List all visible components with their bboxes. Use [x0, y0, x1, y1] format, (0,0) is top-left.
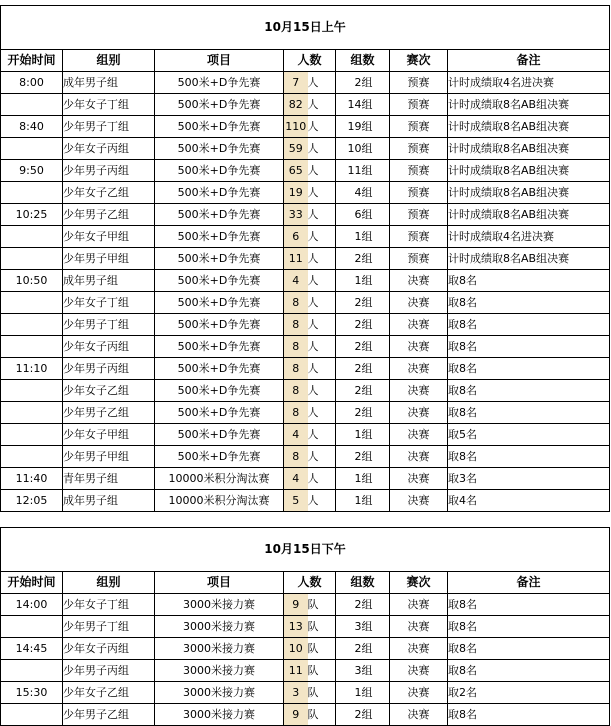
groups-unit-cell: 组 — [362, 638, 390, 660]
note-cell: 取8名 — [448, 402, 610, 424]
round-cell: 决赛 — [390, 616, 448, 638]
groups-unit-cell: 组 — [362, 270, 390, 292]
count-unit-cell: 队 — [308, 660, 336, 682]
table-row — [1, 660, 610, 682]
count-cell: 19 — [284, 182, 308, 204]
group-cell: 少年女子丙组 — [63, 336, 155, 358]
header-note: 备注 — [448, 572, 610, 594]
count-unit-cell: 人 — [308, 116, 336, 138]
groups-count-cell: 2 — [336, 446, 362, 468]
groups-unit-cell: 组 — [362, 314, 390, 336]
header-count: 人数 — [284, 572, 336, 594]
table-row — [1, 358, 610, 380]
start-time-cell: 15:30 — [1, 682, 63, 704]
groups-unit-cell: 组 — [362, 660, 390, 682]
table-row — [1, 116, 610, 138]
start-time-cell: 14:00 — [1, 594, 63, 616]
group-cell: 少年女子乙组 — [63, 380, 155, 402]
count-unit-cell: 人 — [308, 292, 336, 314]
groups-count-cell: 2 — [336, 638, 362, 660]
table-row — [1, 446, 610, 468]
afternoon-schedule-table — [0, 527, 610, 726]
count-unit-cell: 人 — [308, 182, 336, 204]
groups-unit-cell: 组 — [362, 424, 390, 446]
start-time-cell — [1, 292, 63, 314]
event-cell: 500米+D争先赛 — [155, 424, 284, 446]
event-cell: 500米+D争先赛 — [155, 138, 284, 160]
groups-count-cell: 11 — [336, 160, 362, 182]
event-cell: 500米+D争先赛 — [155, 160, 284, 182]
header-start-time: 开始时间 — [1, 50, 63, 72]
start-time-cell: 11:10 — [1, 358, 63, 380]
groups-unit-cell: 组 — [362, 292, 390, 314]
note-cell: 计时成绩取8名AB组决赛 — [448, 248, 610, 270]
table-row — [1, 248, 610, 270]
groups-unit-cell: 组 — [362, 594, 390, 616]
group-cell: 少年男子丙组 — [63, 160, 155, 182]
group-cell: 少年男子甲组 — [63, 248, 155, 270]
count-unit-cell: 队 — [308, 704, 336, 726]
event-cell: 500米+D争先赛 — [155, 248, 284, 270]
groups-count-cell: 2 — [336, 248, 362, 270]
note-cell: 计时成绩取8名AB组决赛 — [448, 138, 610, 160]
count-cell: 82 — [284, 94, 308, 116]
table-row — [1, 226, 610, 248]
table-row — [1, 270, 610, 292]
event-cell: 500米+D争先赛 — [155, 226, 284, 248]
event-cell: 500米+D争先赛 — [155, 380, 284, 402]
event-cell: 10000米积分淘汰赛 — [155, 490, 284, 512]
groups-count-cell: 1 — [336, 490, 362, 512]
group-cell: 少年女子乙组 — [63, 682, 155, 704]
note-cell: 计时成绩取8名AB组决赛 — [448, 160, 610, 182]
groups-unit-cell: 组 — [362, 704, 390, 726]
groups-count-cell: 3 — [336, 616, 362, 638]
count-unit-cell: 人 — [308, 226, 336, 248]
round-cell: 决赛 — [390, 336, 448, 358]
groups-count-cell: 2 — [336, 402, 362, 424]
count-cell: 8 — [284, 314, 308, 336]
groups-unit-cell: 组 — [362, 358, 390, 380]
afternoon-title: 10月15日下午 — [1, 528, 610, 572]
group-cell: 成年男子组 — [63, 270, 155, 292]
note-cell: 取8名 — [448, 336, 610, 358]
group-cell: 少年女子丙组 — [63, 638, 155, 660]
group-cell: 少年男子丁组 — [63, 314, 155, 336]
header-count: 人数 — [284, 50, 336, 72]
table-row — [1, 594, 610, 616]
note-cell: 计时成绩取8名AB组决赛 — [448, 204, 610, 226]
start-time-cell: 14:45 — [1, 638, 63, 660]
groups-unit-cell: 组 — [362, 182, 390, 204]
morning-title: 10月15日上午 — [1, 6, 610, 50]
round-cell: 决赛 — [390, 424, 448, 446]
event-cell: 500米+D争先赛 — [155, 446, 284, 468]
header-group: 组别 — [63, 50, 155, 72]
groups-count-cell: 4 — [336, 182, 362, 204]
groups-count-cell: 14 — [336, 94, 362, 116]
header-event: 项目 — [155, 572, 284, 594]
count-cell: 4 — [284, 468, 308, 490]
event-cell: 500米+D争先赛 — [155, 292, 284, 314]
start-time-cell — [1, 616, 63, 638]
event-cell: 500米+D争先赛 — [155, 182, 284, 204]
start-time-cell — [1, 94, 63, 116]
groups-unit-cell: 组 — [362, 616, 390, 638]
groups-unit-cell: 组 — [362, 380, 390, 402]
round-cell: 决赛 — [390, 490, 448, 512]
count-cell: 65 — [284, 160, 308, 182]
table-row — [1, 160, 610, 182]
round-cell: 预赛 — [390, 204, 448, 226]
table-row — [1, 380, 610, 402]
count-cell: 59 — [284, 138, 308, 160]
round-cell: 决赛 — [390, 292, 448, 314]
start-time-cell: 10:25 — [1, 204, 63, 226]
count-unit-cell: 队 — [308, 594, 336, 616]
note-cell: 取3名 — [448, 468, 610, 490]
count-cell: 8 — [284, 402, 308, 424]
note-cell: 取8名 — [448, 594, 610, 616]
count-unit-cell: 人 — [308, 138, 336, 160]
start-time-cell — [1, 424, 63, 446]
group-cell: 少年女子丁组 — [63, 94, 155, 116]
groups-count-cell: 1 — [336, 226, 362, 248]
group-cell: 少年男子乙组 — [63, 204, 155, 226]
event-cell: 3000米接力赛 — [155, 704, 284, 726]
event-cell: 3000米接力赛 — [155, 660, 284, 682]
event-cell: 500米+D争先赛 — [155, 204, 284, 226]
count-unit-cell: 队 — [308, 682, 336, 704]
morning-schedule-table — [0, 5, 610, 512]
groups-count-cell: 2 — [336, 72, 362, 94]
count-unit-cell: 人 — [308, 270, 336, 292]
start-time-cell — [1, 248, 63, 270]
group-cell: 少年男子丁组 — [63, 616, 155, 638]
note-cell: 取8名 — [448, 446, 610, 468]
count-cell: 8 — [284, 358, 308, 380]
count-unit-cell: 人 — [308, 468, 336, 490]
note-cell: 取8名 — [448, 638, 610, 660]
event-cell: 500米+D争先赛 — [155, 270, 284, 292]
groups-count-cell: 2 — [336, 358, 362, 380]
group-cell: 少年女子丁组 — [63, 292, 155, 314]
count-unit-cell: 人 — [308, 490, 336, 512]
group-cell: 少年女子丙组 — [63, 138, 155, 160]
table-row — [1, 292, 610, 314]
event-cell: 500米+D争先赛 — [155, 358, 284, 380]
event-cell: 500米+D争先赛 — [155, 402, 284, 424]
count-cell: 3 — [284, 682, 308, 704]
group-cell: 少年女子甲组 — [63, 424, 155, 446]
count-unit-cell: 人 — [308, 358, 336, 380]
groups-count-cell: 1 — [336, 468, 362, 490]
table-row — [1, 204, 610, 226]
group-cell: 少年男子乙组 — [63, 402, 155, 424]
count-unit-cell: 人 — [308, 380, 336, 402]
count-unit-cell: 人 — [308, 314, 336, 336]
start-time-cell — [1, 402, 63, 424]
group-cell: 少年男子丙组 — [63, 660, 155, 682]
groups-count-cell: 2 — [336, 292, 362, 314]
count-cell: 9 — [284, 594, 308, 616]
table-row — [1, 704, 610, 726]
event-cell: 500米+D争先赛 — [155, 336, 284, 358]
event-cell: 500米+D争先赛 — [155, 314, 284, 336]
start-time-cell — [1, 182, 63, 204]
note-cell: 取2名 — [448, 682, 610, 704]
groups-unit-cell: 组 — [362, 138, 390, 160]
table-row — [1, 138, 610, 160]
group-cell: 少年女子乙组 — [63, 182, 155, 204]
note-cell: 取8名 — [448, 660, 610, 682]
note-cell: 取8名 — [448, 616, 610, 638]
round-cell: 决赛 — [390, 446, 448, 468]
round-cell: 预赛 — [390, 116, 448, 138]
event-cell: 3000米接力赛 — [155, 638, 284, 660]
count-cell: 11 — [284, 660, 308, 682]
groups-count-cell: 1 — [336, 424, 362, 446]
count-unit-cell: 队 — [308, 638, 336, 660]
round-cell: 预赛 — [390, 94, 448, 116]
round-cell: 预赛 — [390, 72, 448, 94]
groups-count-cell: 2 — [336, 704, 362, 726]
groups-unit-cell: 组 — [362, 94, 390, 116]
count-cell: 4 — [284, 270, 308, 292]
count-unit-cell: 人 — [308, 94, 336, 116]
count-cell: 33 — [284, 204, 308, 226]
groups-count-cell: 10 — [336, 138, 362, 160]
start-time-cell: 9:50 — [1, 160, 63, 182]
table-row — [1, 72, 610, 94]
count-cell: 110 — [284, 116, 308, 138]
table-row — [1, 402, 610, 424]
table-row — [1, 468, 610, 490]
group-cell: 少年女子甲组 — [63, 226, 155, 248]
count-cell: 11 — [284, 248, 308, 270]
count-cell: 8 — [284, 446, 308, 468]
round-cell: 决赛 — [390, 660, 448, 682]
start-time-cell — [1, 446, 63, 468]
groups-unit-cell: 组 — [362, 226, 390, 248]
groups-count-cell: 6 — [336, 204, 362, 226]
event-cell: 500米+D争先赛 — [155, 72, 284, 94]
round-cell: 决赛 — [390, 704, 448, 726]
groups-count-cell: 1 — [336, 682, 362, 704]
start-time-cell: 8:00 — [1, 72, 63, 94]
event-cell: 3000米接力赛 — [155, 616, 284, 638]
count-cell: 13 — [284, 616, 308, 638]
start-time-cell — [1, 380, 63, 402]
groups-unit-cell: 组 — [362, 204, 390, 226]
header-group: 组别 — [63, 572, 155, 594]
note-cell: 取8名 — [448, 314, 610, 336]
count-cell: 9 — [284, 704, 308, 726]
groups-count-cell: 2 — [336, 336, 362, 358]
count-unit-cell: 人 — [308, 446, 336, 468]
note-cell: 取8名 — [448, 292, 610, 314]
start-time-cell — [1, 336, 63, 358]
note-cell: 计时成绩取8名AB组决赛 — [448, 182, 610, 204]
start-time-cell: 10:50 — [1, 270, 63, 292]
round-cell: 决赛 — [390, 380, 448, 402]
round-cell: 预赛 — [390, 248, 448, 270]
start-time-cell — [1, 138, 63, 160]
groups-unit-cell: 组 — [362, 402, 390, 424]
table-row — [1, 424, 610, 446]
groups-count-cell: 2 — [336, 380, 362, 402]
event-cell: 3000米接力赛 — [155, 682, 284, 704]
round-cell: 预赛 — [390, 182, 448, 204]
note-cell: 取8名 — [448, 380, 610, 402]
note-cell: 计时成绩取8名AB组决赛 — [448, 94, 610, 116]
note-cell: 取8名 — [448, 270, 610, 292]
note-cell: 计时成绩取8名AB组决赛 — [448, 116, 610, 138]
table-row — [1, 682, 610, 704]
event-cell: 500米+D争先赛 — [155, 94, 284, 116]
group-cell: 青年男子组 — [63, 468, 155, 490]
start-time-cell — [1, 226, 63, 248]
event-cell: 10000米积分淘汰赛 — [155, 468, 284, 490]
round-cell: 决赛 — [390, 638, 448, 660]
round-cell: 决赛 — [390, 358, 448, 380]
event-cell: 3000米接力赛 — [155, 594, 284, 616]
groups-unit-cell: 组 — [362, 490, 390, 512]
note-cell: 计时成绩取4名进决赛 — [448, 72, 610, 94]
count-unit-cell: 人 — [308, 204, 336, 226]
count-cell: 4 — [284, 424, 308, 446]
group-cell: 成年男子组 — [63, 490, 155, 512]
count-unit-cell: 人 — [308, 402, 336, 424]
groups-count-cell: 19 — [336, 116, 362, 138]
count-cell: 10 — [284, 638, 308, 660]
note-cell: 取8名 — [448, 358, 610, 380]
groups-unit-cell: 组 — [362, 72, 390, 94]
count-cell: 8 — [284, 292, 308, 314]
start-time-cell: 8:40 — [1, 116, 63, 138]
header-round: 赛次 — [390, 50, 448, 72]
start-time-cell — [1, 704, 63, 726]
start-time-cell: 11:40 — [1, 468, 63, 490]
groups-unit-cell: 组 — [362, 468, 390, 490]
group-cell: 成年男子组 — [63, 72, 155, 94]
round-cell: 决赛 — [390, 682, 448, 704]
round-cell: 决赛 — [390, 468, 448, 490]
groups-count-cell: 2 — [336, 314, 362, 336]
count-cell: 8 — [284, 336, 308, 358]
event-cell: 500米+D争先赛 — [155, 116, 284, 138]
table-row — [1, 94, 610, 116]
start-time-cell — [1, 660, 63, 682]
groups-count-cell: 3 — [336, 660, 362, 682]
header-groups: 组数 — [336, 572, 390, 594]
groups-unit-cell: 组 — [362, 116, 390, 138]
group-cell: 少年男子丙组 — [63, 358, 155, 380]
count-cell: 8 — [284, 380, 308, 402]
table-row — [1, 314, 610, 336]
note-cell: 取8名 — [448, 704, 610, 726]
table-row — [1, 182, 610, 204]
count-unit-cell: 人 — [308, 424, 336, 446]
header-event: 项目 — [155, 50, 284, 72]
groups-unit-cell: 组 — [362, 336, 390, 358]
count-unit-cell: 人 — [308, 72, 336, 94]
header-round: 赛次 — [390, 572, 448, 594]
groups-unit-cell: 组 — [362, 248, 390, 270]
group-cell: 少年女子丁组 — [63, 594, 155, 616]
groups-unit-cell: 组 — [362, 446, 390, 468]
round-cell: 决赛 — [390, 270, 448, 292]
round-cell: 预赛 — [390, 226, 448, 248]
table-row — [1, 336, 610, 358]
start-time-cell: 12:05 — [1, 490, 63, 512]
round-cell: 预赛 — [390, 160, 448, 182]
table-row — [1, 616, 610, 638]
header-start-time: 开始时间 — [1, 572, 63, 594]
count-unit-cell: 队 — [308, 616, 336, 638]
count-cell: 7 — [284, 72, 308, 94]
groups-count-cell: 1 — [336, 270, 362, 292]
count-unit-cell: 人 — [308, 336, 336, 358]
table-row — [1, 638, 610, 660]
group-cell: 少年男子甲组 — [63, 446, 155, 468]
round-cell: 预赛 — [390, 138, 448, 160]
start-time-cell — [1, 314, 63, 336]
table-row — [1, 490, 610, 512]
group-cell: 少年男子丁组 — [63, 116, 155, 138]
count-unit-cell: 人 — [308, 248, 336, 270]
round-cell: 决赛 — [390, 314, 448, 336]
group-cell: 少年男子乙组 — [63, 704, 155, 726]
count-cell: 5 — [284, 490, 308, 512]
groups-unit-cell: 组 — [362, 160, 390, 182]
note-cell: 取4名 — [448, 490, 610, 512]
round-cell: 决赛 — [390, 402, 448, 424]
count-unit-cell: 人 — [308, 160, 336, 182]
count-cell: 6 — [284, 226, 308, 248]
round-cell: 决赛 — [390, 594, 448, 616]
groups-count-cell: 2 — [336, 594, 362, 616]
groups-unit-cell: 组 — [362, 682, 390, 704]
note-cell: 计时成绩取4名进决赛 — [448, 226, 610, 248]
header-note: 备注 — [448, 50, 610, 72]
note-cell: 取5名 — [448, 424, 610, 446]
header-groups: 组数 — [336, 50, 390, 72]
